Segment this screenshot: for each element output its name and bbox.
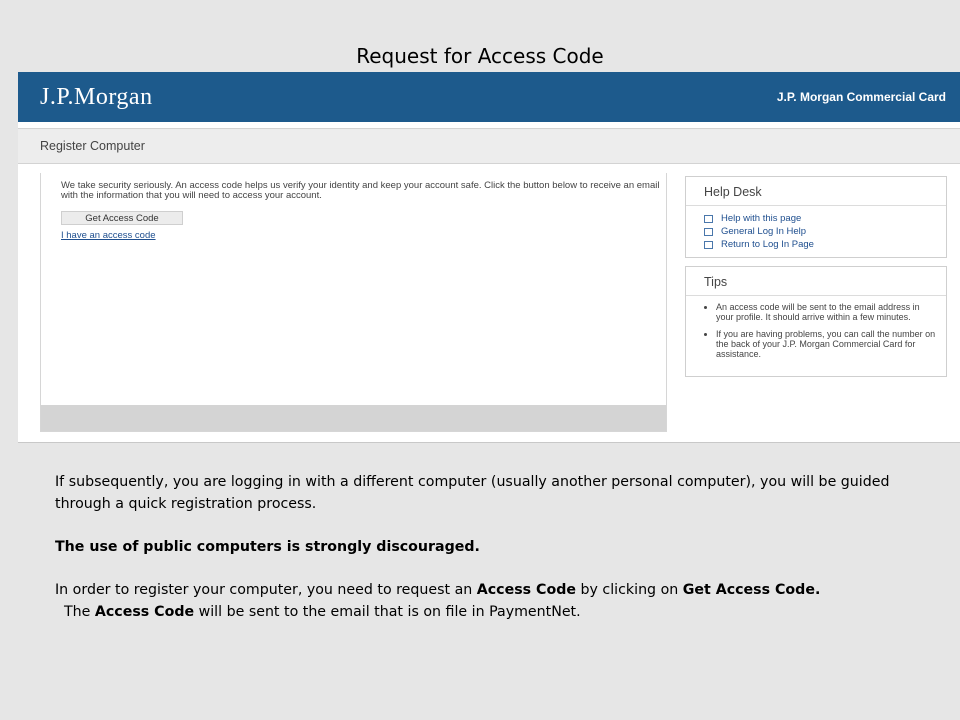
p3-bold: Access Code xyxy=(476,582,576,598)
help-desk-title: Help Desk xyxy=(686,177,946,206)
p3-bold: Get Access Code. xyxy=(682,582,821,598)
help-link-general[interactable] xyxy=(704,225,946,238)
tip-item: • If you are having problems, you can call the number on the back of your J.P. Morgan Commercial Card for assistance. xyxy=(716,329,936,359)
get-access-code-button[interactable]: Get Access Code xyxy=(61,211,183,225)
help-link-label: General Log In Help xyxy=(721,226,807,237)
p3-text: The xyxy=(55,604,95,620)
intro-text: We take security seriously. An access code helps us verify your identity and keep your account safe. Click the button below to receive an email with the information that you will need to access your account. xyxy=(61,180,660,201)
tip-item: • An access code will be sent to the email address in your profile. It should arrive within a few minutes. xyxy=(716,302,936,322)
external-link-icon xyxy=(704,228,713,236)
p3-text: by clicking on xyxy=(576,582,683,598)
page-title: Register Computer xyxy=(40,139,145,153)
body-paragraph-2 xyxy=(55,536,895,558)
help-desk-box xyxy=(685,176,947,258)
help-link-label: Return to Log In Page xyxy=(721,239,814,250)
tips-list xyxy=(686,296,946,359)
have-access-code-link[interactable]: I have an access code xyxy=(61,230,156,241)
tips-title: Tips xyxy=(686,267,946,296)
p3-text: In order to register your computer, you need to request an xyxy=(55,582,477,598)
portal-screenshot xyxy=(18,72,960,443)
help-link-label: Help with this page xyxy=(721,213,802,224)
product-name: J.P. Morgan Commercial Card xyxy=(776,90,946,104)
body-paragraph-1: If subsequently, you are logging in with a different computer (usually another personal computer), you will be guided through a quick registration process. xyxy=(55,474,890,512)
p3-bold: Access Code xyxy=(94,604,195,620)
external-link-icon xyxy=(704,241,713,249)
public-computer-warning: The use of public computers is strongly discouraged. xyxy=(55,539,480,555)
register-panel xyxy=(40,173,667,432)
page-subheader xyxy=(18,128,960,164)
help-link-page[interactable] xyxy=(704,212,946,225)
help-link-return[interactable] xyxy=(704,238,946,251)
panel-footer xyxy=(41,405,666,431)
slide-title: Request for Access Code xyxy=(356,44,604,68)
jpmorgan-logo: J.P.Morgan xyxy=(40,84,153,110)
header-bar xyxy=(18,72,960,122)
external-link-icon xyxy=(704,215,713,223)
tips-box xyxy=(685,266,947,377)
body-paragraph-3 xyxy=(55,579,895,623)
p3-text: will be sent to the email that is on file in PaymentNet. xyxy=(194,604,581,620)
